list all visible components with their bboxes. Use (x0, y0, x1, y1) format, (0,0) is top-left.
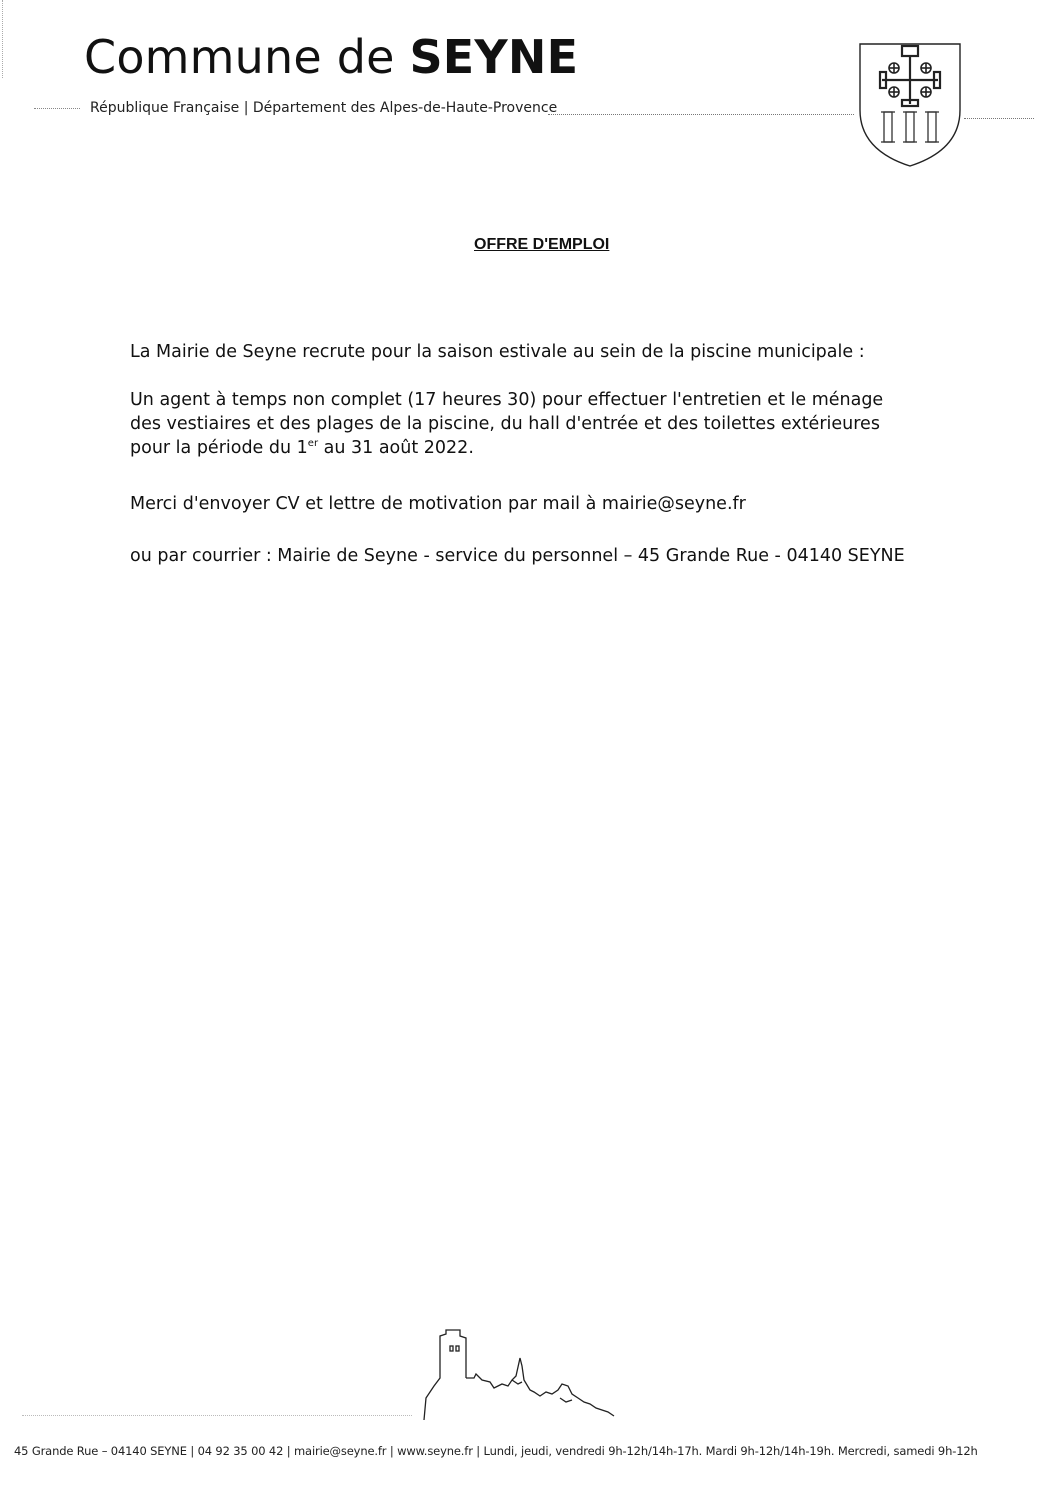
header-rule-far (964, 118, 1034, 119)
email-instructions: Merci d'envoyer CV et lettre de motivation par mail à mairie@seyne.fr (130, 494, 746, 514)
offer-heading: OFFRE D'EMPLOI (474, 236, 610, 253)
job-description-text: Un agent à temps non complet (17 heures 30) pour effectuer l'entretien et le ménage des vestiaires et des plages de la piscine, du hall d'entrée et des toilettes extérieures pour la période du 1 (130, 390, 884, 458)
coat-of-arms-icon (856, 40, 966, 170)
title-prefix: Commune de (84, 30, 395, 84)
header-subtitle: République Française | Département des Alpes-de-Haute-Provence (90, 100, 558, 116)
scan-edge-mark (2, 0, 3, 78)
job-description-paragraph (130, 388, 910, 460)
footer-contact: 45 Grande Rue – 04140 SEYNE | 04 92 35 00 42 | mairie@seyne.fr | www.seyne.fr | Lundi, jeudi, vendredi 9h-12h/14h-17h. Mardi 9h-12h/14h-19h. Mercredi, samedi 9h-12h (14, 1444, 978, 1458)
footer-rule (22, 1415, 412, 1416)
header-rule-right (548, 114, 854, 115)
job-period-text: au 31 août 2022. (318, 438, 474, 458)
header-rule-left (34, 108, 80, 109)
postal-instructions: ou par courrier : Mairie de Seyne - service du personnel – 45 Grande Rue - 04140 SEYNE (130, 546, 905, 566)
title-bold: SEYNE (409, 30, 579, 84)
commune-title (84, 30, 578, 84)
village-silhouette-icon (412, 1328, 622, 1428)
intro-paragraph: La Mairie de Seyne recrute pour la saison estivale au sein de la piscine municipale : (130, 342, 865, 362)
ordinal-superscript: er (307, 438, 319, 450)
